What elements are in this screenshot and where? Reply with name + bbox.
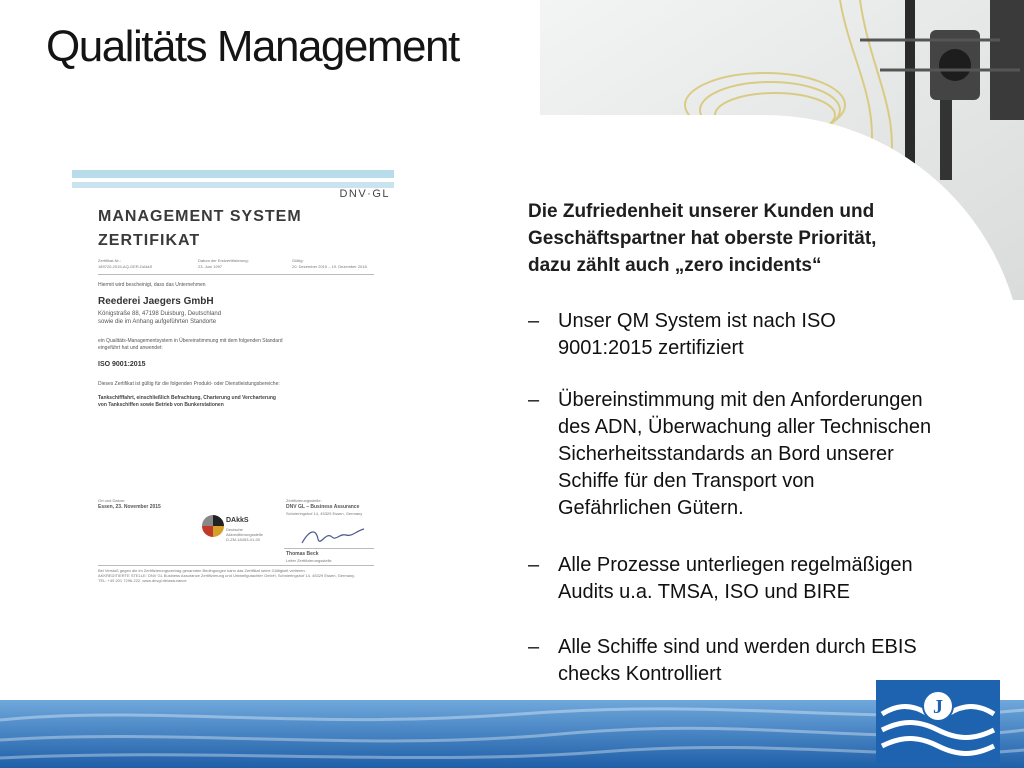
- certificate-band: [72, 170, 394, 178]
- bullet-line: Übereinstimmung mit den Anforderungen: [558, 389, 923, 411]
- cert-divider: [98, 565, 374, 566]
- intro-line: Geschäftspartner hat oberste Priorität,: [528, 228, 877, 249]
- cert-issuer-label: Zertifizierungsstelle:: [286, 498, 322, 503]
- cert-system-line: eingeführt hat und anwendet:: [98, 345, 163, 351]
- cert-meta-value: 20. Dezember 2015 – 19. Dezember 2018: [292, 264, 367, 269]
- bullet-line: Gefährlichen Gütern.: [558, 497, 744, 519]
- certificate-title: ZERTIFIKAT: [98, 232, 201, 249]
- cert-footer: Bei Verstoß gegen die im Zertifizierungsvertrag genannten Bedingungen kann das Zertifikat seine Gültigkeit verlieren.: [98, 568, 306, 573]
- bullet-line: Audits u.a. TMSA, ISO und BIRE: [558, 581, 850, 603]
- signature-icon: [300, 525, 366, 549]
- bullet-line: des ADN, Überwachung aller Technischen: [558, 416, 932, 438]
- bullet-text: [558, 634, 917, 688]
- cert-address: sowie die im Anhang aufgeführten Standorte: [98, 319, 217, 325]
- dakks-name: DAkkS: [226, 517, 249, 524]
- bullet-text: [558, 387, 931, 522]
- cert-standard: ISO 9001:2015: [98, 361, 146, 368]
- cert-signature-line: [284, 548, 374, 549]
- cert-scope: Tankschifffahrt, einschließlich Befrachtung, Charterung und Vercharterung: [98, 395, 276, 401]
- cert-meta-label: Gültig:: [292, 258, 304, 263]
- bullet-dash: –: [528, 636, 540, 658]
- dakks-seal: [202, 515, 262, 541]
- cert-intro: Hiermit wird bescheinigt, dass das Unternehmen: [98, 282, 206, 288]
- bullet-line: Sicherheitsstandards an Bord unserer: [558, 443, 894, 465]
- logo-letter: J: [933, 696, 943, 718]
- cert-meta-label: Zertifikat-Nr.:: [98, 258, 121, 263]
- cert-divider: [98, 274, 374, 275]
- cert-place-label: Ort und Datum:: [98, 498, 126, 503]
- dakks-logo-icon: [202, 515, 224, 537]
- cert-issuer-name: DNV GL – Business Assurance: [286, 504, 360, 510]
- intro-statement: [528, 198, 968, 279]
- bullet-line: 9001:2015 zertifiziert: [558, 337, 744, 359]
- cert-meta-label: Datum der Erstzertifizierung:: [198, 258, 249, 263]
- bottom-wave-band: [0, 700, 1024, 768]
- intro-line: Die Zufriedenheit unserer Kunden und: [528, 201, 875, 222]
- bullet-line: Alle Prozesse unterliegen regelmäßigen: [558, 554, 913, 576]
- cert-scope: von Tankschiffen sowie Betrieb von Bunkerstationen: [98, 402, 224, 408]
- bullet-dash: –: [528, 389, 540, 411]
- bullet-line: Schiffe für den Transport von: [558, 470, 815, 492]
- bullet-line: Alle Schiffe sind und werden durch EBIS: [558, 636, 917, 658]
- cert-validity: Dieses Zertifikat ist gültig für die folgenden Produkt- oder Dienstleistungsbereiche:: [98, 381, 280, 387]
- bullet-dash: –: [528, 554, 540, 576]
- cert-address: Königstraße 88, 47198 Duisburg, Deutschland: [98, 311, 222, 317]
- bullet-text: [558, 552, 913, 606]
- bullet-line: checks Kontrolliert: [558, 663, 722, 685]
- dakks-sub: Akkreditierungsstelle: [226, 532, 263, 537]
- cert-meta-value: 189720-2015-AQ-GER-DAkkS: [98, 264, 153, 269]
- certificate-image: [72, 170, 394, 588]
- dakks-sub: Deutsche: [226, 527, 243, 532]
- bullet-line: Unser QM System ist nach ISO: [558, 310, 836, 332]
- cert-footer: TEL: +49 201 7296-222. www.dnvgl.de/assurance: [98, 578, 187, 583]
- company-logo: [876, 680, 1000, 764]
- cert-issuer-address: Schnieringshof 14, 45329 Essen, Germany: [286, 511, 363, 516]
- bullet-dash: –: [528, 310, 540, 332]
- cert-footer: AKKREDITIERTE STELLE: DNV GL Business Assurance Zertifizierung und Umweltgutachter GmbH, Schnieringshof 14, 45329 Essen, Germany.: [98, 573, 355, 578]
- slide-title: Qualitäts Management: [46, 22, 459, 71]
- cert-signer-role: Leiter Zertifizierungsstelle: [286, 558, 332, 563]
- cert-place-value: Essen, 23. November 2015: [98, 504, 161, 510]
- certificate-brand: DNV·GL: [339, 188, 390, 200]
- cert-system-line: ein Qualitäts-Managementsystem in Übereinstimmung mit dem folgenden Standard: [98, 338, 283, 344]
- dakks-sub: D-ZM-18453-01-00: [226, 537, 261, 542]
- intro-line: dazu zählt auch „zero incidents“: [528, 255, 822, 276]
- bullet-text: [558, 308, 836, 362]
- certificate-title: MANAGEMENT SYSTEM: [98, 208, 302, 225]
- cert-meta-value: 23. Juni 1997: [198, 264, 223, 269]
- cert-signer: Thomas Beck: [286, 551, 319, 557]
- cert-company: Reederei Jaegers GmbH: [98, 296, 214, 307]
